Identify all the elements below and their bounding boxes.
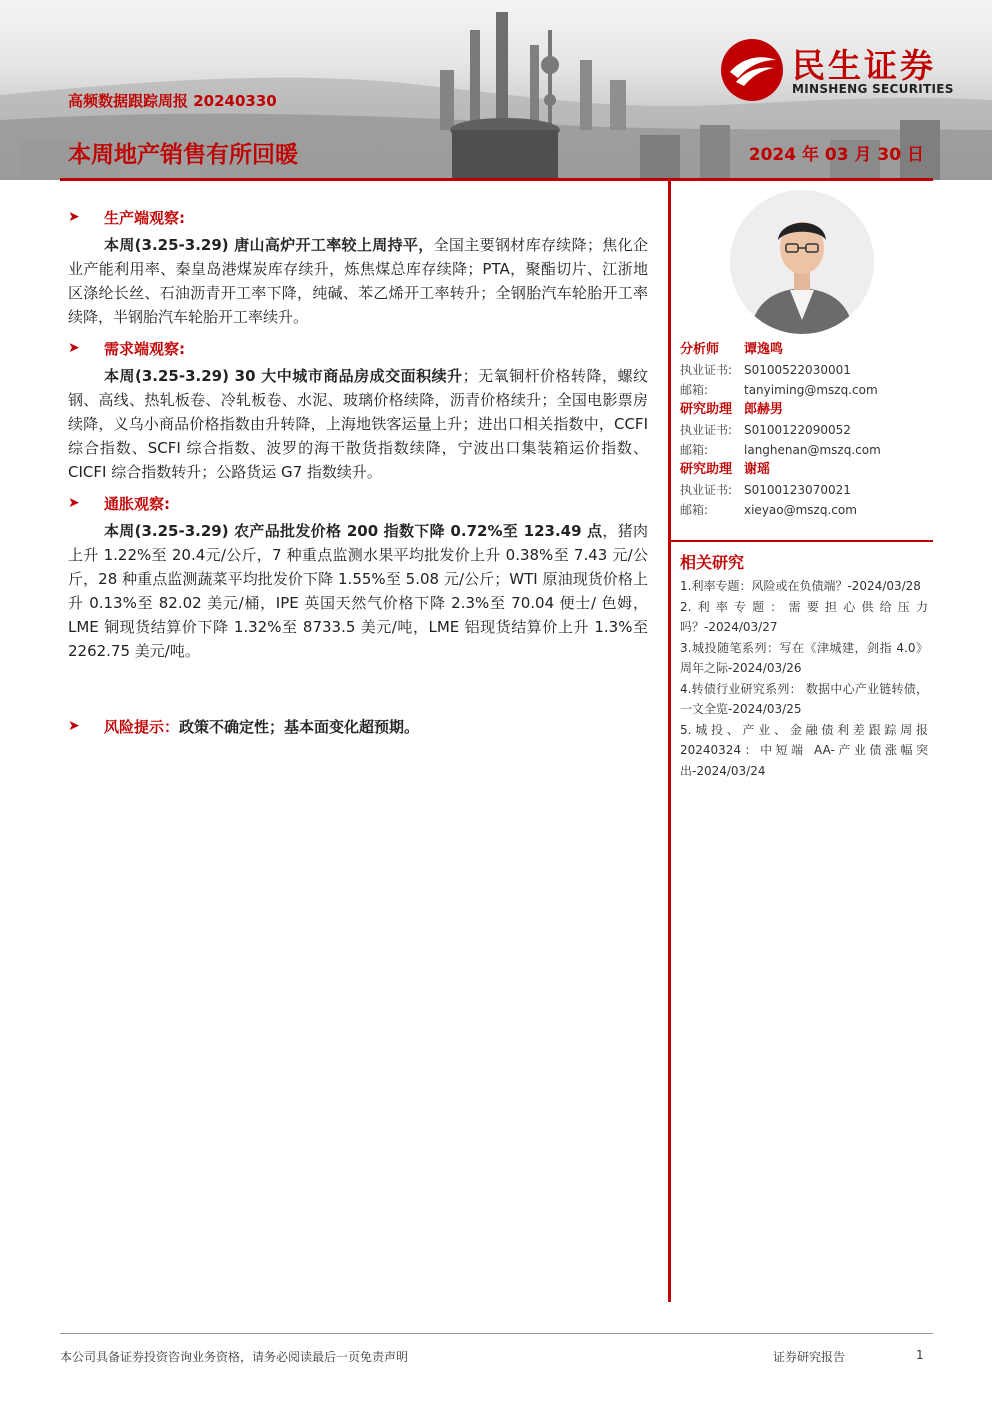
section-paragraph [68,233,648,329]
double-chevron-icon: ➤ [68,718,80,734]
related-research-item[interactable]: 1.利率专题：风险或在负债端？-2024/03/28 [680,579,921,593]
cert-number: S0100522030001 [744,363,851,377]
email-label: 邮箱: [680,503,709,517]
risk-label: 风险提示： [104,717,180,736]
related-research-list [680,576,928,781]
related-research-title: 相关研究 [680,553,745,572]
double-chevron-icon: ➤ [68,495,80,511]
paragraph-body: ；无氧铜杆价格转降，螺纹钢、高线、热轧板卷、冷轧板卷、水泥、玻璃价格续降，沥青价格续升；全国电影票房续降，义乌小商品价格指数由升转降，上海地铁客运量上升；进出口相关指数中，CCFI 综合指数、SCFI 综合指数、波罗的海干散货指数续降，宁波出口集装箱运价指数、CICFI 综合指数转升；公路货运 G7 指数续升。 [68,367,648,481]
sidebar-divider [670,540,933,542]
cert-number: S0100123070021 [744,483,851,497]
cert-label: 执业证书: [680,483,733,497]
footer-divider [60,1333,933,1334]
column-divider [668,181,671,1302]
double-chevron-icon: ➤ [68,340,80,356]
analyst-role: 分析师 [680,342,720,357]
page-number: 1 [916,1348,924,1362]
email-link[interactable]: xieyao@mszq.com [744,503,857,517]
paragraph-lead: 本周(3.25-3.29) 农产品批发价格 200 指数下降 0.72%至 123.49 点 [104,522,603,540]
logo-text-cn: 民生证券 [792,46,936,85]
paragraph-body: ，猪肉上升 1.22%至 20.4元/公斤，7 种重点监测水果平均批发价上升 0.38%至 7.43 元/公斤，28 种重点监测蔬菜平均批发价下降 1.55%至 5.08 元/公斤；WTI 原油现货价格上升 0.13%至 82.02 美元/桶，IPE 英国天然气价格下降 2.3%至 70.04 便士/ 色姆，LME 铜现货结算价下降 1.32%至 8733.5 美元/吨，LME 铝现货结算价上升 1.3%至 2262.75 美元/吨。 [68,522,648,660]
cert-label: 执业证书: [680,423,733,437]
analyst-panel [680,340,933,520]
analyst-card [680,340,933,400]
analyst-name: 郎赫男 [744,402,784,417]
risk-text: 政策不确定性；基本面变化超预期。 [179,717,420,736]
logo-icon [720,38,784,102]
report-date: 2024 年 03 月 30 日 [748,145,924,165]
report-type: 高频数据跟踪周报 20240330 [68,92,277,110]
paragraph-lead: 本周(3.25-3.29) 唐山高炉开工率较上周持平， [104,236,434,254]
email-link[interactable]: tanyiming@mszq.com [744,383,878,397]
footer-doc-type: 证券研究报告 [773,1350,846,1364]
cert-number: S0100122090052 [744,423,851,437]
section-inflation [68,490,648,663]
section-production [68,204,648,329]
paragraph-body: 全国主要钢材库存续降；焦化企业产能利用率、秦皇岛港煤炭库存续升，炼焦煤总库存续降；PTA，聚酯切片、江浙地区涤纶长丝、石油沥青开工率下降，纯碱、苯乙烯开工率转升；全钢胎汽车轮胎开工率续降，半钢胎汽车轮胎开工率续升。 [68,236,648,326]
header-banner [0,0,992,180]
double-chevron-icon: ➤ [68,209,80,225]
cert-label: 执业证书: [680,363,733,377]
footer-disclaimer: 本公司具备证券投资咨询业务资格，请务必阅读最后一页免责声明 [60,1350,409,1364]
main-content [68,204,648,739]
analyst-name: 谢瑶 [744,462,771,477]
email-link[interactable]: langhenan@mszq.com [744,443,881,457]
company-logo [720,38,970,102]
analyst-role: 研究助理 [680,402,733,417]
related-research-item[interactable]: 5.城投、产业、金融债利差跟踪周报 20240324：中短端 AA-产业债涨幅突出-2024/03/24 [680,722,928,778]
related-research-item[interactable]: 4.转债行业研究系列： 数据中心产业链转债，一文全览-2024/03/25 [680,681,928,716]
section-heading [68,335,648,361]
section-paragraph [68,364,648,484]
section-heading-text: 生产端观察: [104,208,185,227]
analyst-card [680,460,933,520]
analyst-photo [730,190,874,334]
email-label: 邮箱: [680,443,709,457]
related-research-item[interactable]: 3.城投随笔系列：写在《津城建，剑指 4.0》周年之际-2024/03/26 [680,640,928,675]
header-divider [60,178,933,181]
email-label: 邮箱: [680,383,709,397]
section-demand [68,335,648,484]
paragraph-lead: 本周(3.25-3.29) 30 大中城市商品房成交面积续升 [104,367,463,385]
section-heading-text: 需求端观察: [104,339,185,358]
analyst-role: 研究助理 [680,462,733,477]
report-title: 本周地产销售有所回暖 [68,142,298,168]
section-heading [68,490,648,516]
analyst-card [680,400,933,460]
logo-text-en: MINSHENG SECURITIES [792,82,954,96]
risk-warning [68,713,648,739]
section-heading-text: 通胀观察: [104,494,170,513]
section-paragraph [68,519,648,663]
analyst-name: 谭逸鸣 [744,342,784,357]
section-heading [68,204,648,230]
related-research-item[interactable]: 2.利率专题：需要担心供给压力吗？-2024/03/27 [680,599,928,634]
